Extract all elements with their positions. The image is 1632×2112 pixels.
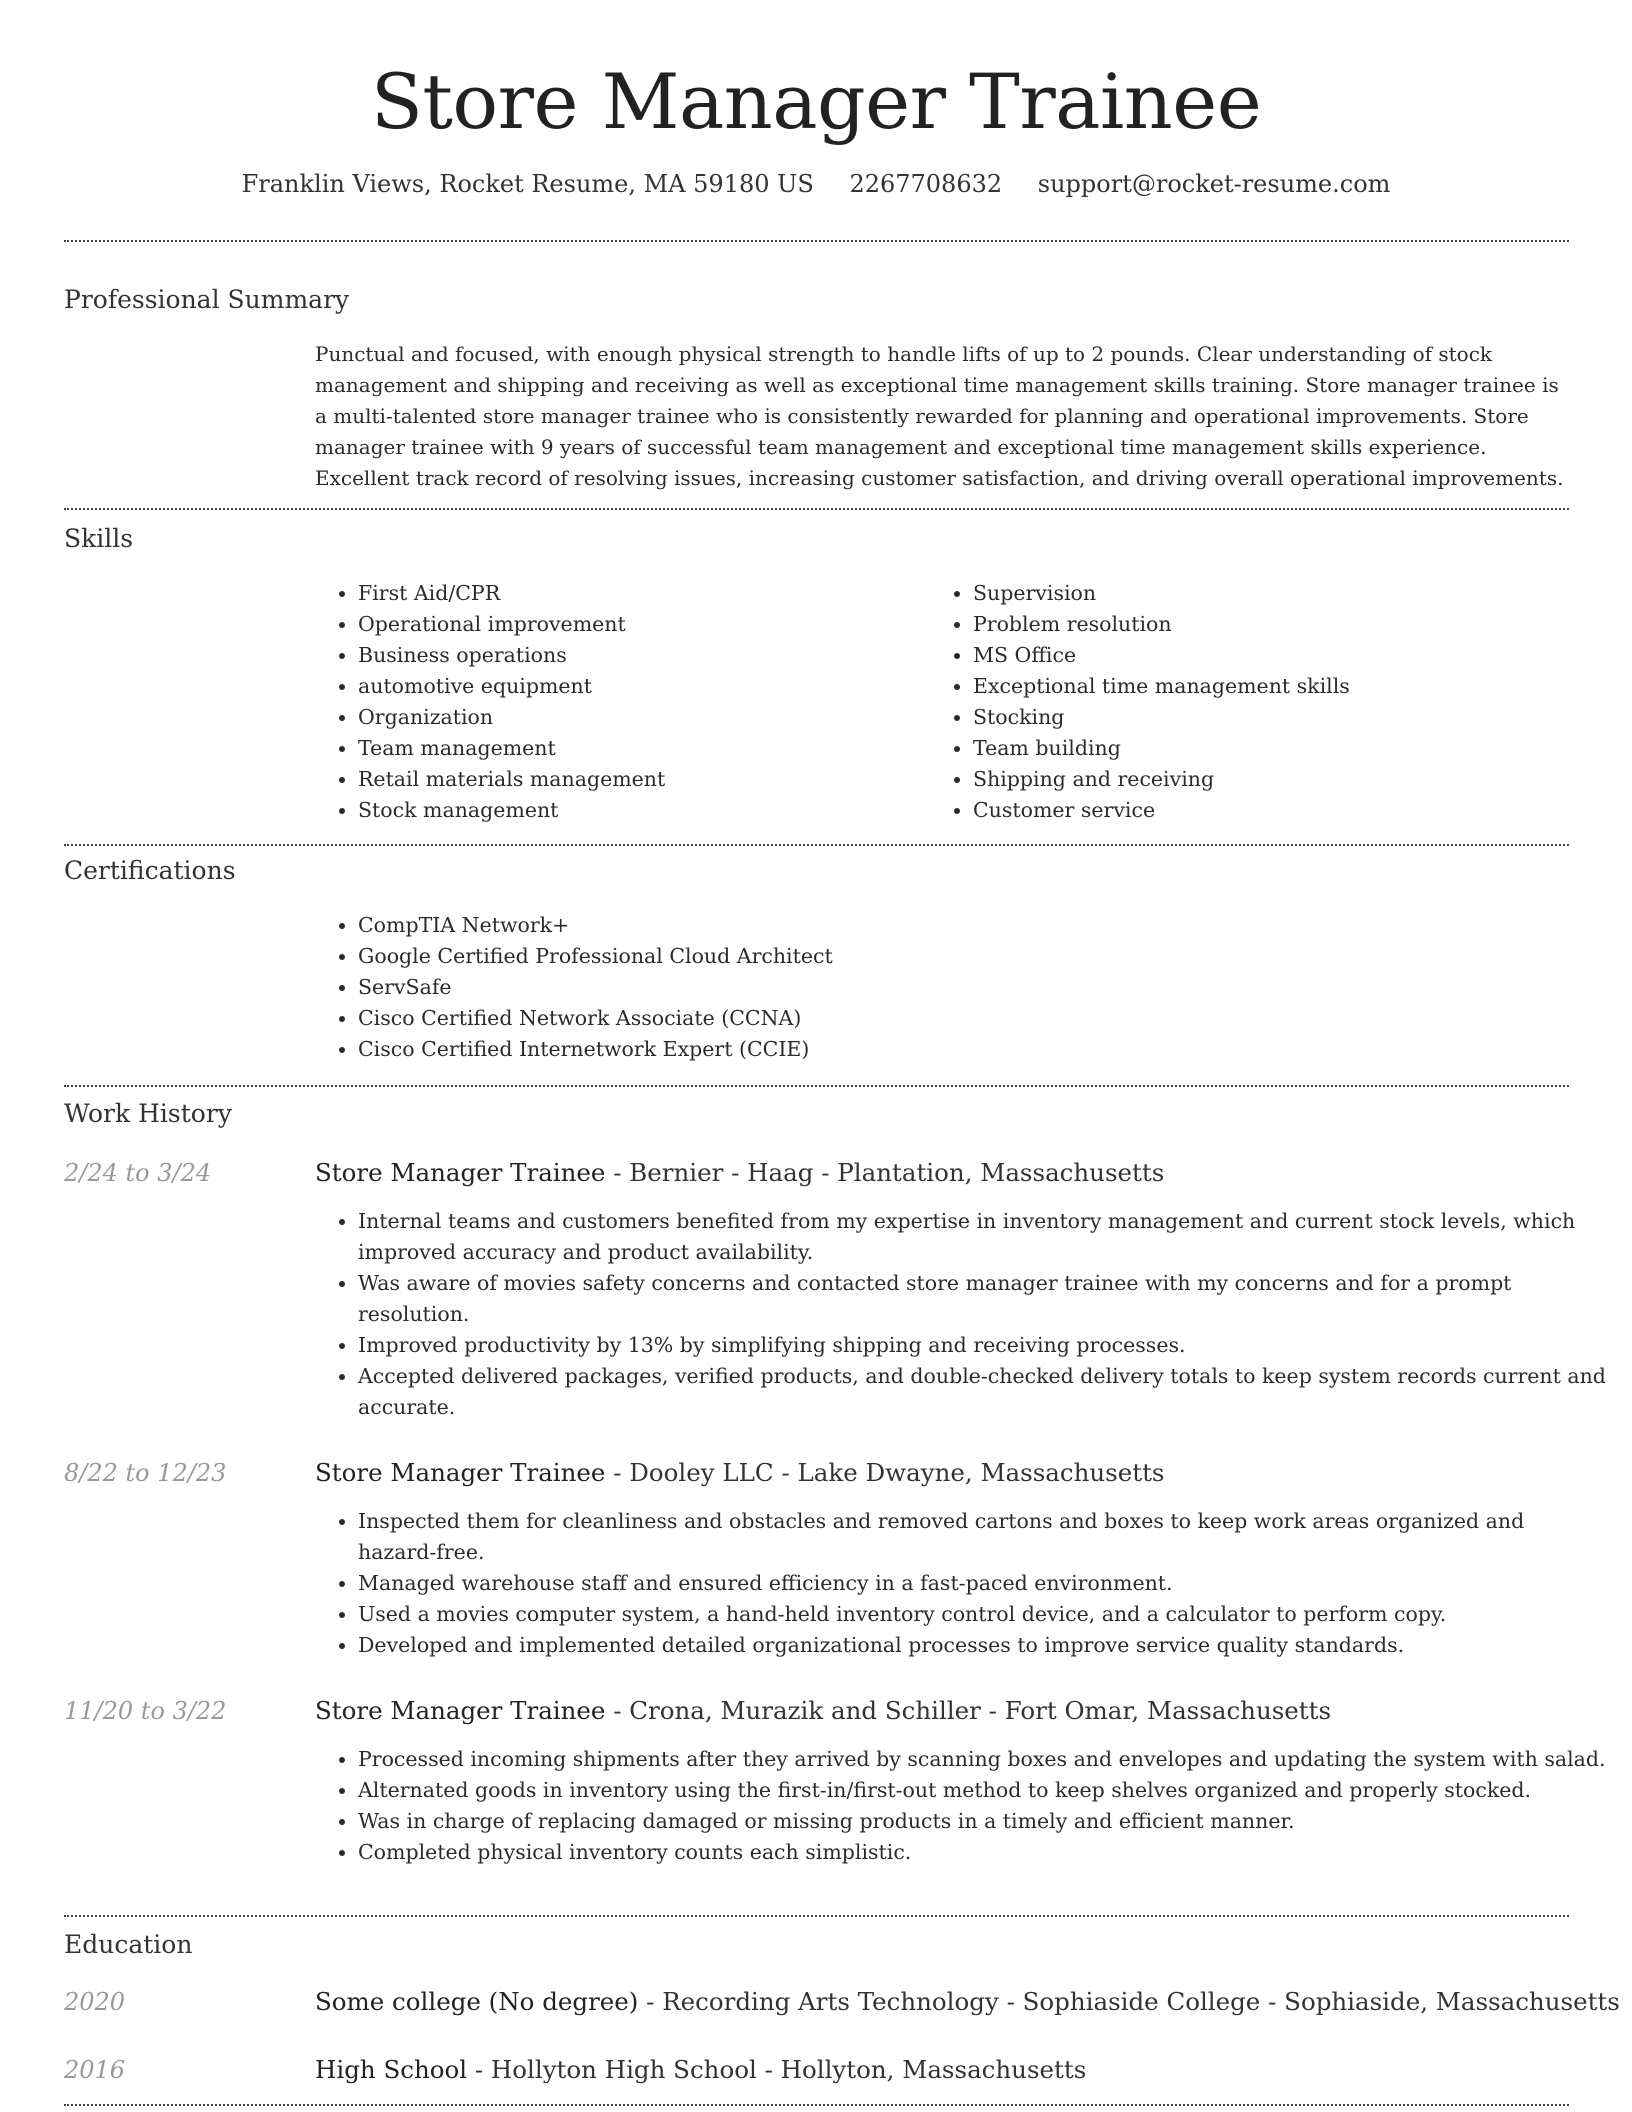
certification-item: • Cisco Certified Network Associate (CCNA) <box>358 1003 1558 1034</box>
section-divider <box>64 2104 1569 2106</box>
certification-item: • CompTIA Network+ <box>358 910 1558 941</box>
job-bullet: • Used a movies computer system, a hand-held inventory control device, and a calculator to perform copy. <box>358 1599 1608 1630</box>
resume-header <box>0 0 1632 202</box>
contact-line <box>0 166 1632 202</box>
skill-item: • Stock management <box>358 795 918 826</box>
section-divider <box>64 1915 1569 1917</box>
skill-item: • Shipping and receiving <box>973 764 1573 795</box>
job-title <box>315 1156 1164 1190</box>
education-degree: Some college (No degree) <box>315 1987 639 2016</box>
contact-phone: 2267708632 <box>849 170 1003 198</box>
job-bullet: • Managed warehouse staff and ensured efficiency in a fast-paced environment. <box>358 1568 1608 1599</box>
job-bullet: • Completed physical inventory counts each simplistic. <box>358 1837 1608 1868</box>
job-bullets <box>314 1506 1608 1661</box>
skill-item: • Supervision <box>973 578 1573 609</box>
job-bullet: • Improved productivity by 13% by simplifying shipping and receiving processes. <box>358 1330 1608 1361</box>
skill-item: • Organization <box>358 702 918 733</box>
job-bullet: • Inspected them for cleanliness and obstacles and removed cartons and boxes to keep work areas organized and hazard-free. <box>358 1506 1608 1568</box>
certifications-heading: Certifications <box>64 856 236 885</box>
certification-item: • Cisco Certified Internetwork Expert (CCIE) <box>358 1034 1558 1065</box>
work-history-heading: Work History <box>64 1099 232 1128</box>
job-title <box>315 1456 1165 1490</box>
job-bullet: • Was aware of movies safety concerns and contacted store manager trainee with my concerns and for a prompt resolution. <box>358 1268 1608 1330</box>
job-role: Store Manager Trainee <box>315 1696 606 1725</box>
job-role: Store Manager Trainee <box>315 1458 606 1487</box>
section-divider <box>64 1085 1569 1087</box>
skill-item: • Business operations <box>358 640 918 671</box>
skills-list-left <box>314 578 918 826</box>
job-bullet: • Alternated goods in inventory using the first-in/first-out method to keep shelves organized and properly stocked. <box>358 1775 1608 1806</box>
education-entry <box>315 1985 1620 2019</box>
contact-address: Franklin Views, Rocket Resume, MA 59180 US <box>241 170 814 198</box>
job-dates: 2/24 to 3/24 <box>64 1159 212 1187</box>
candidate-name: Store Manager Trainee <box>370 57 1262 146</box>
summary-text: Punctual and focused, with enough physical strength to handle lifts of up to 2 pounds. Clear understanding of stock management and shipping and receiving as well as exceptional time management skills training. Store manager trainee is a multi-talented store manager trainee who is consistently rewarded for planning and operational improvements. Store manager trainee with 9 years of successful team management and exceptional time management skills experience. Excellent track record of resolving issues, increasing customer satisfaction, and driving overall operational improvements. <box>315 342 1564 490</box>
skill-item: • Team building <box>973 733 1573 764</box>
certification-item: • Google Certified Professional Cloud Architect <box>358 941 1558 972</box>
job-bullet: • Was in charge of replacing damaged or missing products in a timely and efficient manner. <box>358 1806 1608 1837</box>
skill-item: • Retail materials management <box>358 764 918 795</box>
skill-item: • Stocking <box>973 702 1573 733</box>
job-bullet: • Developed and implemented detailed organizational processes to improve service quality standards. <box>358 1630 1608 1661</box>
job-bullets <box>314 1744 1608 1868</box>
skills-list-right <box>929 578 1573 826</box>
skill-item: • MS Office <box>973 640 1573 671</box>
job-title <box>315 1694 1331 1728</box>
skill-item: • Team management <box>358 733 918 764</box>
education-degree: High School <box>315 2055 468 2084</box>
education-year: 2016 <box>64 2056 126 2084</box>
section-divider <box>64 844 1569 846</box>
education-heading: Education <box>64 1930 193 1959</box>
job-employer-location: - Bernier - Haag - Plantation, Massachusetts <box>605 1158 1165 1187</box>
job-bullets <box>314 1206 1608 1423</box>
skill-item: • First Aid/CPR <box>358 578 918 609</box>
section-divider <box>64 508 1569 510</box>
skill-item: • Exceptional time management skills <box>973 671 1573 702</box>
job-employer-location: - Dooley LLC - Lake Dwayne, Massachusetts <box>605 1458 1165 1487</box>
job-bullet: • Internal teams and customers benefited from my expertise in inventory management and current stock levels, which improved accuracy and product availability. <box>358 1206 1608 1268</box>
education-school: - Hollyton High School - Hollyton, Massachusetts <box>467 2055 1087 2084</box>
skill-item: • Problem resolution <box>973 609 1573 640</box>
certifications-list <box>314 910 1558 1065</box>
education-year: 2020 <box>64 1988 126 2016</box>
education-school: - Recording Arts Technology - Sophiaside College - Sophiaside, Massachusetts <box>638 1987 1620 2016</box>
skill-item: • automotive equipment <box>358 671 918 702</box>
section-divider <box>64 240 1569 242</box>
job-dates: 11/20 to 3/22 <box>64 1697 227 1725</box>
skill-item: • Customer service <box>973 795 1573 826</box>
job-role: Store Manager Trainee <box>315 1158 606 1187</box>
education-entry <box>315 2053 1086 2087</box>
job-dates: 8/22 to 12/23 <box>64 1459 227 1487</box>
job-bullet: • Processed incoming shipments after they arrived by scanning boxes and envelopes and updating the system with salad. <box>358 1744 1608 1775</box>
certification-item: • ServSafe <box>358 972 1558 1003</box>
contact-email: support@rocket-resume.com <box>1037 170 1391 198</box>
summary-heading: Professional Summary <box>64 285 350 314</box>
skill-item: • Operational improvement <box>358 609 918 640</box>
job-bullet: • Accepted delivered packages, verified products, and double-checked delivery totals to keep system records current and accurate. <box>358 1361 1608 1423</box>
job-employer-location: - Crona, Murazik and Schiller - Fort Omar, Massachusetts <box>605 1696 1332 1725</box>
skills-heading: Skills <box>64 524 134 553</box>
